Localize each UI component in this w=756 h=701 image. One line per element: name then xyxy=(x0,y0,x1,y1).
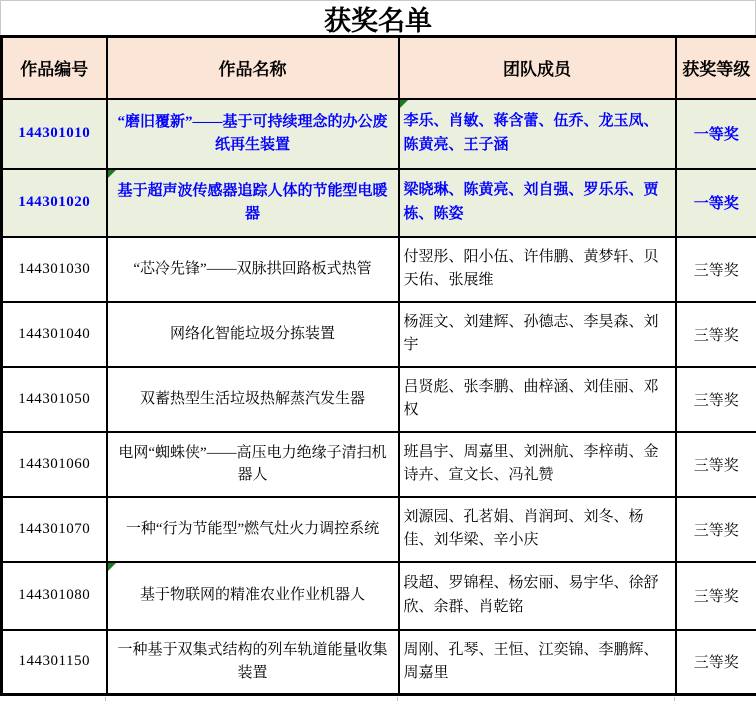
work-id-cell xyxy=(2,497,107,562)
col-header-work-name: 作品名称 xyxy=(107,37,399,99)
work-name-cell xyxy=(107,99,399,169)
team-members-cell xyxy=(399,302,676,367)
work-name: 基于物联网的精准农业作业机器人 xyxy=(140,587,365,603)
award-level: 三等奖 xyxy=(694,458,739,474)
work-name-cell xyxy=(107,237,399,302)
team-members: 周刚、孔琴、王恒、江奕锦、李鹏辉、周嘉里 xyxy=(404,642,659,681)
work-name: “芯冷先锋”——双脉拱回路板式热管 xyxy=(133,261,371,277)
work-id-cell xyxy=(2,630,107,695)
work-name: 一种基于双集式结构的列车轨道能量收集装置 xyxy=(117,642,387,681)
error-triangle-icon xyxy=(108,170,116,178)
work-id: 144301060 xyxy=(18,456,90,472)
award-level-cell xyxy=(676,562,756,630)
table-row xyxy=(2,630,756,695)
work-id: 144301010 xyxy=(18,125,90,141)
work-name-cell xyxy=(107,432,399,497)
table-row xyxy=(2,432,756,497)
award-level-cell xyxy=(676,630,756,695)
table-body xyxy=(2,99,756,695)
work-id: 144301040 xyxy=(18,326,90,342)
col-header-team-members: 团队成员 xyxy=(399,37,676,99)
award-level-cell xyxy=(676,497,756,562)
award-level: 一等奖 xyxy=(694,127,739,143)
team-members-cell xyxy=(399,169,676,237)
team-members-cell xyxy=(399,497,676,562)
team-members-cell xyxy=(399,630,676,695)
page-title: 获奖名单 xyxy=(0,0,756,35)
table-row xyxy=(2,367,756,432)
award-level: 三等奖 xyxy=(694,328,739,344)
work-id: 144301070 xyxy=(18,521,90,537)
work-id-cell xyxy=(2,237,107,302)
award-level-cell xyxy=(676,367,756,432)
header-row xyxy=(2,37,756,99)
work-id: 144301030 xyxy=(18,261,90,277)
work-id: 144301080 xyxy=(18,587,90,603)
work-name-cell xyxy=(107,562,399,630)
team-members: 付翌彤、阳小伍、许伟鹏、黄梦轩、贝天佑、张展维 xyxy=(404,249,659,288)
award-level: 三等奖 xyxy=(694,589,739,605)
table-row xyxy=(2,497,756,562)
work-id-cell xyxy=(2,99,107,169)
award-level-cell xyxy=(676,237,756,302)
award-level: 三等奖 xyxy=(694,523,739,539)
team-members: 梁晓琳、陈黄亮、刘自强、罗乐乐、贾栋、陈姿 xyxy=(404,182,659,221)
team-members-cell xyxy=(399,367,676,432)
work-name-cell xyxy=(107,497,399,562)
col-header-work-id: 作品编号 xyxy=(2,37,107,99)
work-id-cell xyxy=(2,562,107,630)
error-triangle-icon xyxy=(108,563,116,571)
award-table xyxy=(0,35,756,696)
work-id: 144301020 xyxy=(18,194,90,210)
table-row xyxy=(2,562,756,630)
work-name-cell xyxy=(107,169,399,237)
award-level-cell xyxy=(676,169,756,237)
team-members-cell xyxy=(399,562,676,630)
work-name: 基于超声波传感器追踪人体的节能型电暖器 xyxy=(117,183,387,222)
work-id: 144301150 xyxy=(19,653,90,669)
col-header-award-level: 获奖等级 xyxy=(676,37,756,99)
award-level-cell xyxy=(676,432,756,497)
table-row xyxy=(2,237,756,302)
work-name: 一种“行为节能型”燃气灶火力调控系统 xyxy=(126,521,379,537)
work-name-cell xyxy=(107,302,399,367)
award-level-cell xyxy=(676,302,756,367)
error-triangle-icon xyxy=(400,100,408,108)
table-row xyxy=(2,302,756,367)
team-members-cell xyxy=(399,432,676,497)
award-level: 三等奖 xyxy=(694,655,739,671)
team-members: 吕贤彪、张李鹏、曲梓涵、刘佳丽、邓权 xyxy=(404,379,659,418)
team-members: 段超、罗锦程、杨宏丽、易宇华、徐舒欣、余群、肖乾铭 xyxy=(404,575,659,614)
work-name-cell xyxy=(107,367,399,432)
award-level: 三等奖 xyxy=(694,393,739,409)
work-name-cell xyxy=(107,630,399,695)
table-row xyxy=(2,169,756,237)
team-members: 班昌宇、周嘉里、刘洲航、李梓萌、金诗卉、宣文长、冯礼赞 xyxy=(404,444,659,483)
work-id: 144301050 xyxy=(18,391,90,407)
team-members: 杨涯文、刘建辉、孙德志、李昊森、刘宇 xyxy=(404,314,659,353)
table-row xyxy=(2,99,756,169)
work-id-cell xyxy=(2,432,107,497)
work-id-cell xyxy=(2,302,107,367)
award-level: 三等奖 xyxy=(694,263,739,279)
work-name: 双蓄热型生活垃圾热解蒸汽发生器 xyxy=(140,391,365,407)
work-name: 网络化智能垃圾分拣装置 xyxy=(170,326,335,342)
work-name: “磨旧覆新”——基于可持续理念的办公废纸再生装置 xyxy=(117,114,387,153)
next-row-peek xyxy=(0,696,756,701)
work-name: 电网“蜘蛛侠”——高压电力绝缘子清扫机器人 xyxy=(118,445,386,484)
work-id-cell xyxy=(2,169,107,237)
work-id-cell xyxy=(2,367,107,432)
team-members: 李乐、肖敏、蒋含蕾、伍乔、龙玉凤、陈黄亮、王子涵 xyxy=(404,113,659,152)
team-members-cell xyxy=(399,237,676,302)
award-level: 一等奖 xyxy=(694,196,739,212)
team-members: 刘源园、孔茗娟、肖润珂、刘冬、杨佳、刘华梁、辛小庆 xyxy=(404,509,644,548)
award-level-cell xyxy=(676,99,756,169)
team-members-cell xyxy=(399,99,676,169)
